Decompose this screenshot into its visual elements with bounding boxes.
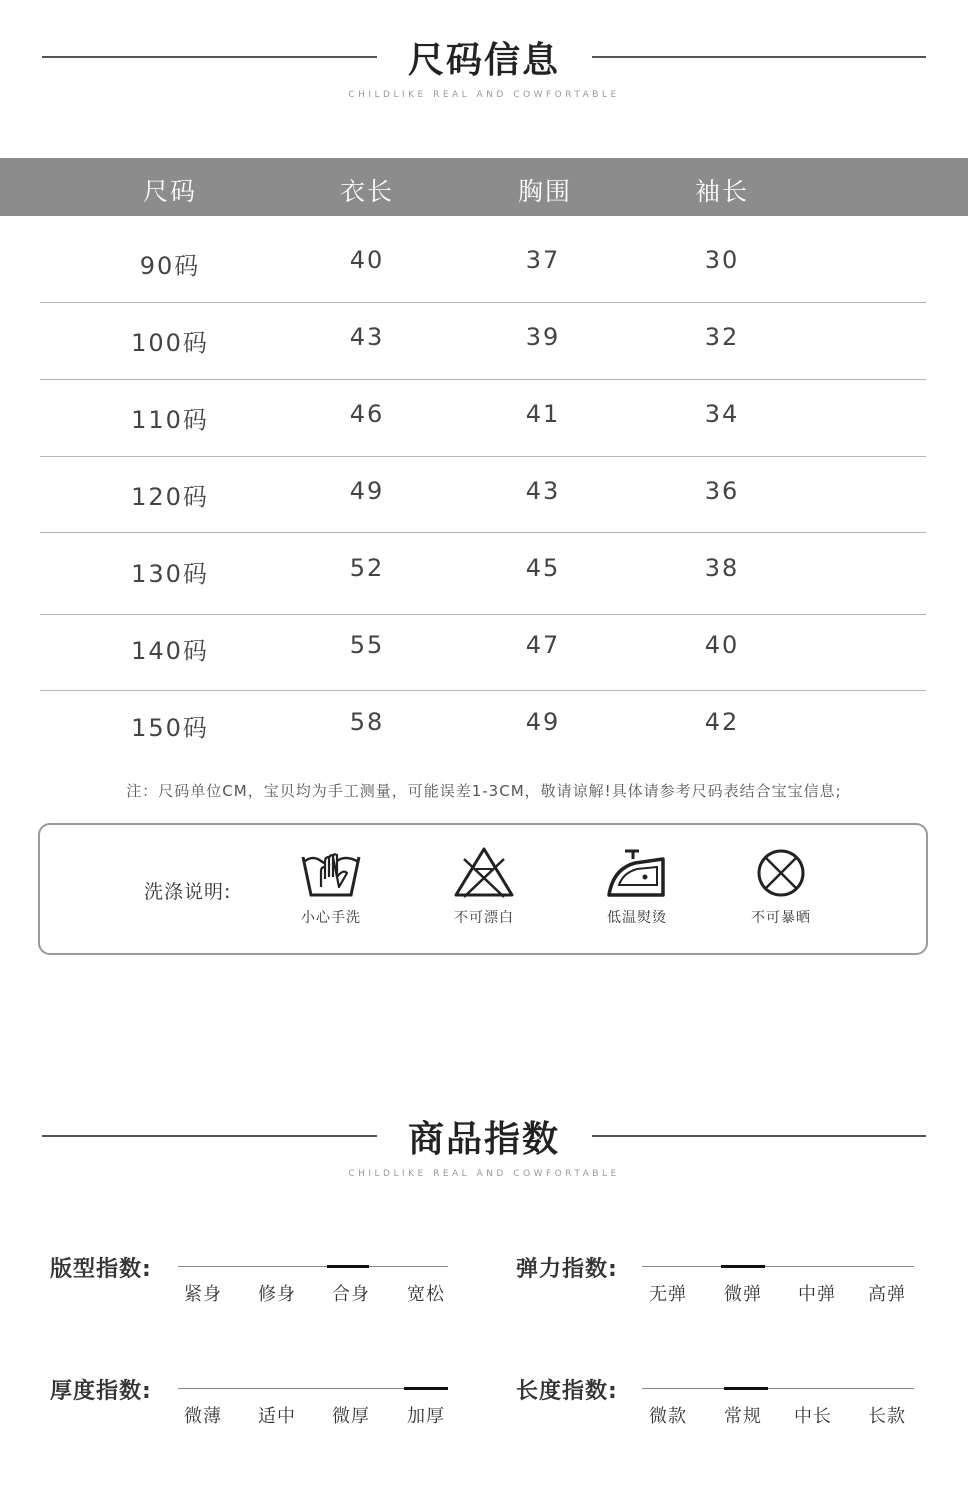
length-option: 中长	[794, 1406, 832, 1427]
size-cell: 140码	[131, 637, 209, 665]
low-iron-icon	[605, 845, 669, 899]
size-section-subtitle: CHILDLIKE REAL AND COWFORTABLE	[348, 90, 620, 100]
length-index-marker	[724, 1387, 768, 1390]
header-length: 衣长	[339, 177, 394, 206]
length-cell: 55	[349, 631, 385, 659]
chest-cell: 39	[525, 323, 561, 351]
chest-cell: 43	[525, 477, 561, 505]
wash-item-hand-wash	[271, 847, 391, 927]
sleeve-cell: 40	[704, 631, 740, 659]
elasticity-index-label: 弹力指数:	[516, 1257, 618, 1282]
length-option: 常规	[724, 1406, 762, 1427]
length-option: 长款	[868, 1406, 906, 1427]
chest-cell: 45	[525, 554, 561, 582]
thickness-index-marker	[404, 1387, 448, 1390]
length-index-label: 长度指数:	[516, 1379, 618, 1404]
no-sun-dry-caption: 不可暴晒	[751, 910, 811, 926]
header-sleeve: 袖长	[694, 177, 749, 206]
fit-index-label: 版型指数:	[50, 1257, 152, 1282]
table-row	[0, 611, 968, 687]
chest-cell: 37	[525, 246, 561, 274]
wash-item-low-iron	[577, 845, 697, 927]
index-section-subtitle: CHILDLIKE REAL AND COWFORTABLE	[348, 1169, 620, 1179]
length-cell: 58	[349, 708, 385, 736]
chest-cell: 47	[525, 631, 561, 659]
sleeve-cell: 32	[704, 323, 740, 351]
elasticity-option: 无弹	[649, 1284, 687, 1305]
elasticity-option: 微弹	[724, 1284, 762, 1305]
thickness-option: 微厚	[332, 1406, 370, 1427]
fit-option: 合身	[332, 1284, 370, 1305]
elasticity-option: 中弹	[798, 1284, 836, 1305]
size-cell: 90码	[139, 252, 201, 280]
hand-wash-caption: 小心手洗	[301, 910, 361, 926]
thickness-index-label: 厚度指数:	[50, 1379, 152, 1404]
elasticity-option: 高弹	[868, 1284, 906, 1305]
table-row	[0, 380, 968, 456]
size-cell: 120码	[131, 483, 209, 511]
no-bleach-caption: 不可漂白	[454, 910, 514, 926]
thickness-option: 微薄	[184, 1406, 222, 1427]
sleeve-cell: 34	[704, 400, 740, 428]
table-row	[0, 457, 968, 533]
sleeve-cell: 38	[704, 554, 740, 582]
fit-option: 宽松	[407, 1284, 445, 1305]
no-bleach-icon	[452, 845, 516, 899]
length-cell: 43	[349, 323, 385, 351]
header-size: 尺码	[142, 177, 197, 206]
wash-item-no-sun-dry	[721, 847, 841, 927]
fit-option: 修身	[258, 1284, 296, 1305]
thickness-option: 加厚	[407, 1406, 445, 1427]
size-cell: 100码	[131, 329, 209, 357]
wash-label: 洗涤说明:	[144, 881, 232, 903]
wash-instructions-box	[38, 823, 928, 955]
sleeve-cell: 42	[704, 708, 740, 736]
length-option: 微款	[649, 1406, 687, 1427]
size-cell: 150码	[131, 714, 209, 742]
measurement-note: 注：尺码单位CM，宝贝均为手工测量，可能误差1-3CM，敬请谅解!具体请参考尺码表结合宝宝信息;	[126, 782, 842, 800]
size-cell: 110码	[131, 406, 209, 434]
header-chest: 胸围	[517, 177, 572, 206]
length-cell: 46	[349, 400, 385, 428]
length-cell: 40	[349, 246, 385, 274]
low-iron-caption: 低温熨烫	[607, 910, 667, 926]
sleeve-cell: 36	[704, 477, 740, 505]
size-cell: 130码	[131, 560, 209, 588]
fit-index-marker	[327, 1265, 369, 1268]
row-divider	[40, 532, 926, 533]
length-cell: 49	[349, 477, 385, 505]
size-section-title: 尺码信息	[407, 40, 560, 81]
chest-cell: 41	[525, 400, 561, 428]
fit-option: 紧身	[184, 1284, 222, 1305]
table-row	[0, 688, 968, 764]
fit-index-track	[178, 1266, 448, 1267]
sleeve-cell: 30	[704, 246, 740, 274]
table-row	[0, 303, 968, 379]
elasticity-index-marker	[721, 1265, 765, 1268]
table-row	[0, 534, 968, 610]
table-row	[0, 226, 968, 302]
elasticity-index-track	[642, 1266, 914, 1267]
thickness-option: 适中	[258, 1406, 296, 1427]
index-section-title: 商品指数	[407, 1119, 560, 1160]
size-table-header	[0, 158, 968, 216]
length-cell: 52	[349, 554, 385, 582]
chest-cell: 49	[525, 708, 561, 736]
hand-wash-icon	[299, 847, 363, 899]
length-index-track	[642, 1388, 914, 1389]
no-sun-dry-icon	[753, 847, 809, 899]
wash-item-no-bleach	[424, 845, 544, 927]
